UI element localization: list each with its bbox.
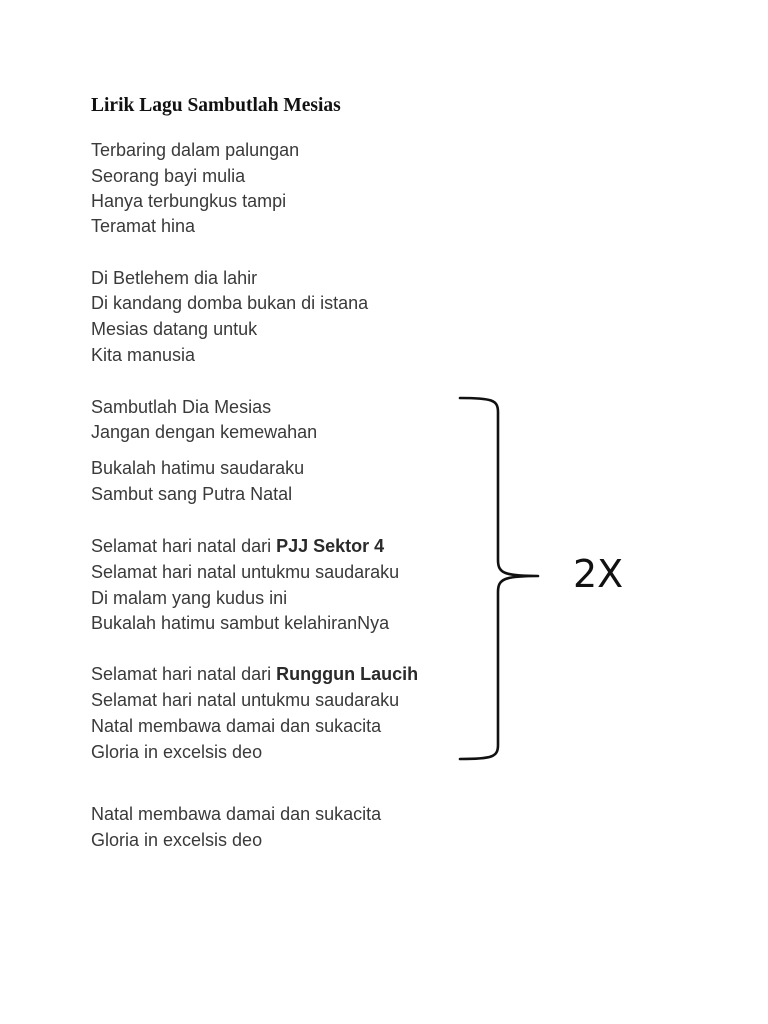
lyric-line: Di kandang domba bukan di istana [91,293,369,313]
lyric-line: Gloria in excelsis deo [91,830,263,850]
lyric-line: Sambut sang Putra Natal [91,484,293,504]
greeting-prefix: Selamat hari natal dari [91,664,277,684]
greeting-prefix: Selamat hari natal dari [91,536,277,556]
lyric-line: Bukalah hatimu saudaraku [91,458,305,478]
lyric-line: Bukalah hatimu sambut kelahiranNya [91,613,390,633]
lyric-line: Seorang bayi mulia [91,166,246,186]
lyric-line: Selamat hari natal untukmu saudaraku [91,562,400,582]
lyric-line: Sambutlah Dia Mesias [91,397,272,417]
lyric-line: Hanya terbungkus tampi [91,191,287,211]
lyric-line: Terbaring dalam palungan [91,140,300,160]
lyric-line: Mesias datang untuk [91,319,258,339]
repeat-label: 2X [573,552,624,596]
sender-name: Runggun Laucih [276,664,419,684]
lyric-line: Natal membawa damai dan sukacita [91,804,382,824]
lyric-line: Natal membawa damai dan sukacita [91,716,382,736]
song-title: Lirik Lagu Sambutlah Mesias [91,95,341,116]
lyric-line: Gloria in excelsis deo [91,742,263,762]
sender-name: PJJ Sektor 4 [276,536,385,556]
lyric-line: Jangan dengan kemewahan [91,422,318,442]
lyric-line: Di malam yang kudus ini [91,588,288,608]
lyric-line: Selamat hari natal untukmu saudaraku [91,690,400,710]
lyric-line: Kita manusia [91,345,196,365]
lyric-line: Di Betlehem dia lahir [91,268,258,288]
lyric-line: Teramat hina [91,216,196,236]
